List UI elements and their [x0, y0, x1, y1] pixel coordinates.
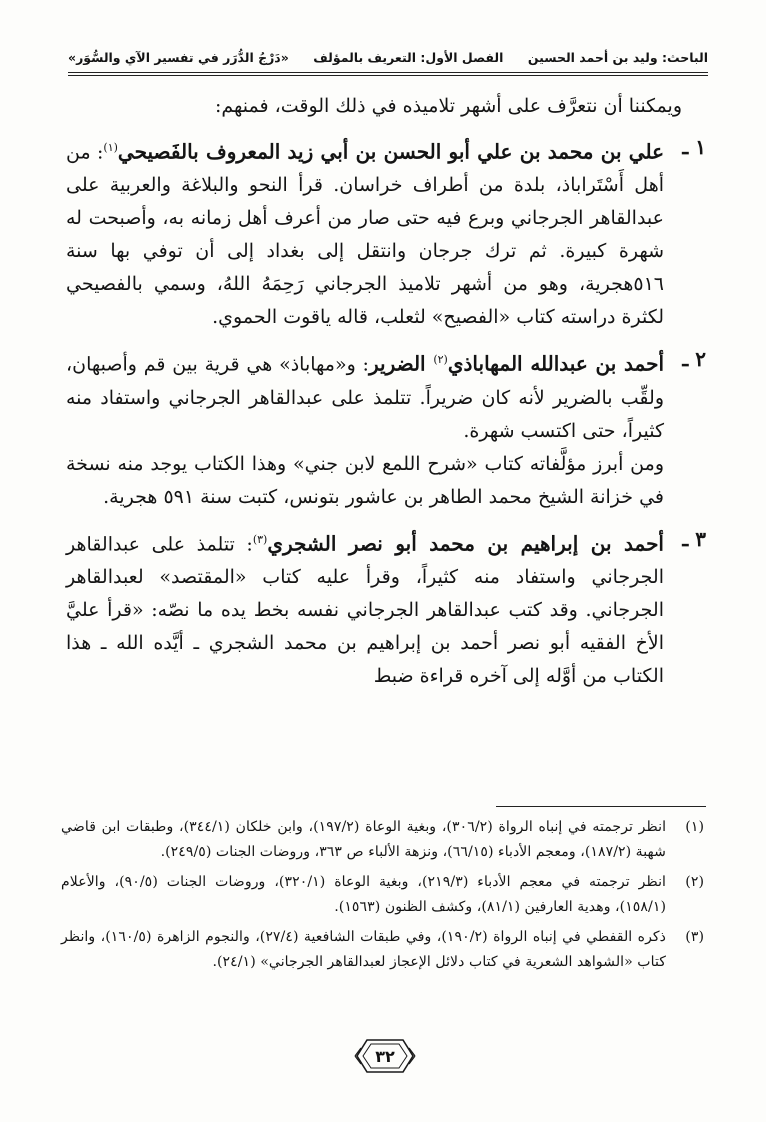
- footnote-text: انظر ترجمته في إنباه الرواة (٣٠٦/٢)، وبغية الوعاة (١٩٧/٢)، وابن خلكان (٣٤٤/١)، وطبقات ابن قاضي شهبة (١٨٧/٢)، ومعجم الأدباء (٦٦/١٥)، ونزهة الألباء ص ٣٦٣، وروضات الجنات (٢٤٩/٥).: [61, 819, 667, 860]
- header-chapter: الفصل الأول: التعريف بالمؤلف: [313, 49, 504, 65]
- footnote-number: (١): [685, 819, 704, 835]
- intro-paragraph: ويمكننا أن نتعرَّف على أشهر تلاميذه في ذلك الوقت، فمنهم:: [214, 95, 682, 117]
- student-entry-3: [66, 523, 706, 693]
- header-rule: [68, 72, 708, 73]
- entry-text: : و«مهاباذ» هي قرية بين قم وأصبهان، ولقِّب بالضرير لأنه كان ضريراً. تتلمذ على عبدالقاهر الجرجاني واستفاد منه كثيراً، حتى اكتسب شهرة.: [66, 353, 664, 442]
- running-header: [68, 44, 708, 70]
- footnote-text: انظر ترجمته في معجم الأدباء (٢١٩/٣)، وبغية الوعاة (٣٢٠/١)، وروضات الجنات (٩٠/٥)، والأعلام (١٥٨/١)، وهدية العارفين (٨١/١)، وكشف الظنون (١٥٦٣).: [61, 874, 666, 915]
- footnote-text: ذكره القفطي في إنباه الرواة (١٩٠/٢)، وفي طبقات الشافعية (٢٧/٤)، والنجوم الزاهرة (١٦٠/٥)، وانظر كتاب «الشواهد الشعرية في كتاب دلائل الإعجاز لعبدالقاهر الجرجاني» (٢٤/١).: [61, 929, 666, 970]
- footnote-ref: (٢): [433, 353, 448, 367]
- page-number: ٣٢: [375, 1047, 395, 1066]
- main-text: [66, 90, 706, 702]
- entry-number: ١ ـ: [682, 135, 706, 159]
- header-author: الباحث: وليد بن أحمد الحسين: [527, 49, 708, 65]
- footnote-number: (٢): [685, 874, 704, 890]
- student-entry-1: [66, 131, 706, 334]
- footnote-3: [61, 925, 706, 975]
- entry-text: : تتلمذ على عبدالقاهر الجرجاني واستفاد منه كثيراً، وقرأ عليه كتاب «المقتصد» لعبدالقاهر الجرجاني. وقد كتب عبدالقاهر الجرجاني نفسه بخط يده ما نصّه: «قرأ عليَّ الأخ الفقيه أبو نصر أحمد بن إبراهيم بن محمد الشجري ـ أيَّده الله ـ هذا الكتاب من أوَّله إلى آخره قراءة ضبط: [66, 532, 664, 687]
- header-book-title: «دَرْجُ الدُّرَر في تفسير الآي والسُّوَر»: [68, 49, 289, 65]
- student-name: علي بن محمد بن علي أبو الحسن بن أبي زيد المعروف بالفَصيحي: [117, 139, 664, 164]
- footnote-1: [61, 815, 706, 865]
- student-entry-2: [66, 343, 706, 513]
- footnote-ref: (٣): [252, 532, 268, 546]
- footnote-separator: [496, 806, 706, 807]
- entry-continuation: ومن أبرز مؤلَّفاته كتاب «شرح اللمع لابن جني» وهذا الكتاب يوجد منه نسخة في خزانة الشيخ محمد الطاهر بن عاشور بتونس، كتبت سنة ٥٩١ هجرية.: [66, 452, 664, 508]
- footnote-ref: (١): [103, 141, 118, 154]
- entry-text: : من أهل أَسْتَراباذ، بلدة من أطراف خراسان. قرأ النحو والبلاغة والعربية على عبدالقاهر الجرجاني وبرع فيه حتى صار من أعرف أهل زمانه به، وأصبحت له شهرة كبيرة. ثم ترك جرجان وانتقل إلى بغداد إلى أن توفي بها سنة ٥١٦هجرية، وهو من أشهر تلاميذ الجرجاني رَحِمَهُ اللهُ، وسمي بالفصيحي لكثرة دراسته كتاب «الفصيح» لثعلب، قاله ياقوت الحموي.: [66, 141, 664, 329]
- footnote-number: (٣): [685, 929, 704, 945]
- footnotes: [61, 815, 706, 980]
- student-name: أحمد بن عبدالله المهاباذي: [447, 351, 664, 376]
- footnote-2: [61, 870, 706, 920]
- student-epithet: الضرير: [368, 351, 434, 376]
- entry-number: ٣ ـ: [682, 526, 706, 551]
- page-number-ornament: [353, 1036, 417, 1076]
- entry-number: ٢ ـ: [682, 347, 706, 372]
- header-rule-thin: [68, 75, 708, 76]
- student-name: أحمد بن إبراهيم بن محمد أبو نصر الشجري: [267, 530, 664, 555]
